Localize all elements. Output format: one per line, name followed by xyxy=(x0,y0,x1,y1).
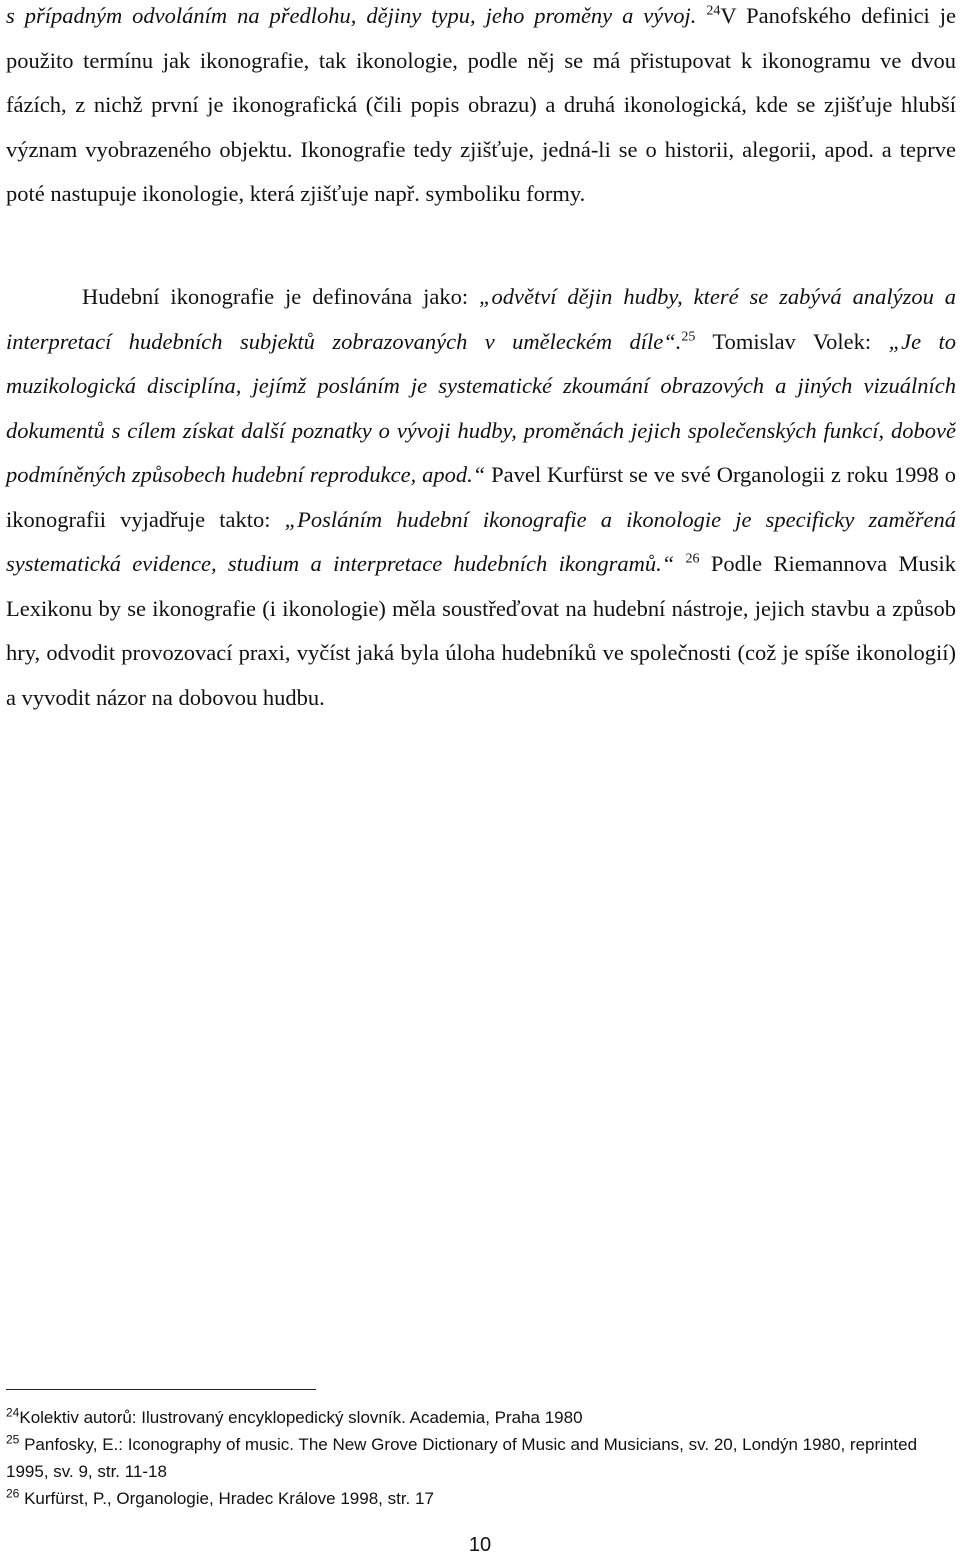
paragraph-2-text-3: Pavel Kurfürst se ve své Organologii z roku 1998 o ikonografii vyjadřuje takto: xyxy=(6,462,956,532)
footnote-26 xyxy=(6,1485,956,1512)
paragraph-2-text-2: Tomislav Volek: xyxy=(712,328,872,354)
paragraph-2 xyxy=(6,275,956,720)
footnote-25 xyxy=(6,1431,956,1485)
italic-quote-end: s případným odvoláním na předlohu, dějiny typu, jeho proměny a vývoj. xyxy=(6,3,697,28)
footnote-ref-24[interactable]: 24 xyxy=(706,3,721,19)
footnote-text: Panfosky, E.: Iconography of music. The New Grove Dictionary of Music and Musicians, sv. 20, Londýn 1980, reprinted 1995, sv. 9, str. 11-18 xyxy=(6,1435,918,1481)
paragraph-1-text: V Panofského definici je použito termínu jak ikonografie, tak ikonologie, podle něj se má přistupovat k ikonogramu ve dvou fázích, z nichž první je ikonografická (čili popis obrazu) a druhá ikonologická, kde se zjišťuje hlubší význam vyobrazeného objektu. Ikonografie tedy zjišťuje, jedná-li se o historii, alegorii, apod. a teprve poté nastupuje ikonologie, která zjišťuje např. symboliku formy. xyxy=(6,3,956,206)
page-number: 10 xyxy=(468,1534,492,1556)
footnote-number: 24 xyxy=(6,1405,20,1420)
paragraph-1 xyxy=(6,0,956,217)
paragraph-2-lead: Hudební ikonografie je definována jako: xyxy=(82,284,469,309)
footnote-text: Kolektiv autorů: Ilustrovaný encyklopedický slovník. Academia, Praha 1980 xyxy=(19,1408,583,1427)
footnote-24 xyxy=(6,1404,956,1431)
footnote-ref-25[interactable]: 25 xyxy=(681,329,696,344)
footnote-ref-26[interactable]: 26 xyxy=(685,551,700,567)
footnote-text: Kurfürst, P., Organologie, Hradec Králove 1998, str. 17 xyxy=(24,1489,434,1508)
footnote-number: 26 xyxy=(6,1486,20,1501)
quote-volek: „Je to muzikologická disciplína, jejímž posláním je systematické zkoumání obrazových a jiných vizuálních dokumentů s cílem získat další poznatky o vývoji hudby, proměnách jejich společenských funkcí, dobově podmíněných způsobech hudební reprodukce, apod.“ xyxy=(6,328,956,487)
paragraph-2-text-4: Podle Riemannova Musik Lexikonu by se ikonografie (i ikonologie) měla soustřeďovat na hudební nástroje, jejich stavbu a způsob hry, odvodit provozovací praxi, vyčíst jaká byla úloha hudebníků ve společnosti (což je spíše ikonologií) a vyvodit názor na dobovou hudbu. xyxy=(6,551,957,710)
footnote-number: 25 xyxy=(6,1432,20,1447)
footnotes xyxy=(6,1404,956,1512)
footnote-separator xyxy=(6,1389,316,1390)
quote-kurfurst: „Posláním hudební ikonografie a ikonologie je specificky zaměřená systematická evidence, studium a interpretace hudebních ikongramů.“ xyxy=(6,506,956,576)
quote-definition: „odvětví dějin hudby, které se zabývá analýzou a interpretací hudebních subjektů zobrazovaných v uměleckém díle“. xyxy=(6,284,956,354)
